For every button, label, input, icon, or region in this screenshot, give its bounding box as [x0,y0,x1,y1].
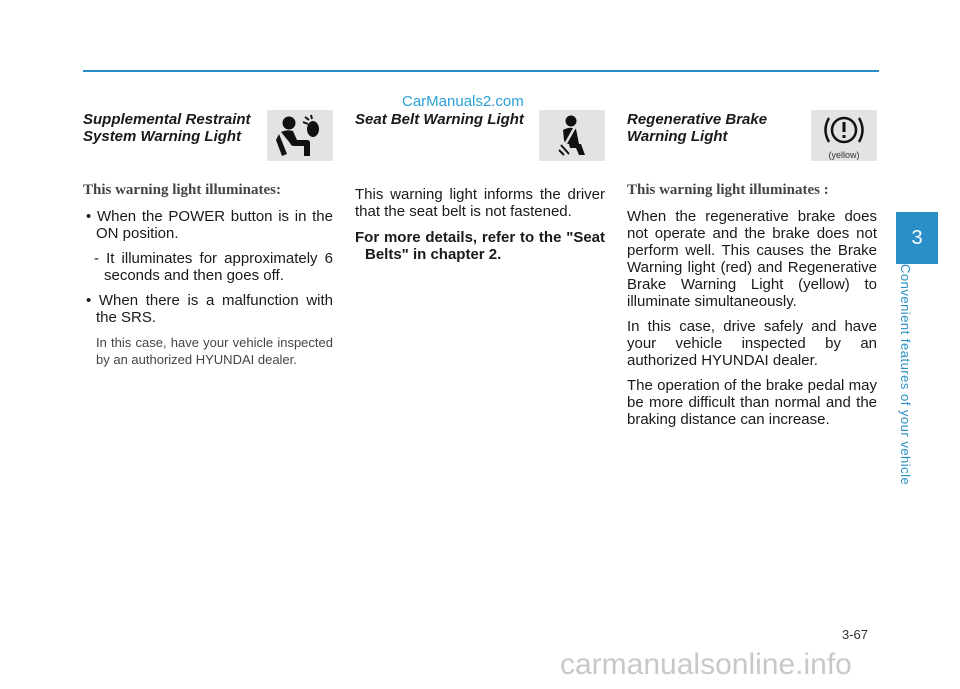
brake-warning-icon [811,110,877,161]
srs-note: In this case, have your vehicle inspected by an authorized HYUNDAI dealer. [96,335,333,367]
seatbelt-title: Seat Belt Warning Light [355,111,524,128]
seatbelt-section [355,110,605,271]
footer-watermark: carmanualsonline.info [560,648,852,681]
seatbelt-warning-icon [539,110,605,161]
chapter-title-vertical [898,264,923,494]
airbag-warning-icon [267,110,333,161]
srs-bullet-malfunction: • When there is a malfunction with the SRS. [86,292,333,326]
regen-subheading: This warning light illuminates : [627,182,829,198]
chapter-number-tab: 3 [896,212,938,264]
regen-header [627,110,877,168]
regen-para1: When the regenerative brake does not operate and the brake does not perform well. This causes the Brake Warning light (red) and Regenerative Brake Warning Light (yellow) to illuminate simultaneously. [627,208,877,310]
srs-section [83,110,333,368]
regen-title-line2: Warning Light [627,128,728,145]
chapter-title-text: Convenient features of your vehicle [898,264,913,486]
brake-icon-caption: (yellow) [828,150,860,160]
srs-bullet-malfunction-text: When there is a malfunction with the SRS. [96,292,333,326]
srs-header [83,110,333,168]
srs-subheading: This warning light illuminates: [83,182,281,198]
srs-bullet-power: • When the POWER button is in the ON position. [86,208,333,242]
srs-title-line1: Supplemental Restraint [83,111,251,128]
srs-title-line2: System Warning Light [83,128,242,145]
srs-bullet-power-text: When the POWER button is in the ON position. [96,208,333,242]
regen-title-line1: Regenerative Brake [627,111,768,128]
seatbelt-header [355,110,605,168]
seatbelt-para2: For more details, refer to the "Seat Belts" in chapter 2. [355,229,605,263]
srs-sub-item: - It illuminates for approximately 6 seconds and then goes off. [94,250,333,284]
top-rule [83,70,879,72]
srs-list [83,208,333,242]
regen-section [627,110,877,436]
watermark: CarManuals2.com [402,93,524,110]
page-number: 3-67 [842,627,869,642]
seatbelt-para1: This warning light informs the driver that the seat belt is not fastened. [355,186,605,220]
srs-list-2 [83,292,333,326]
regen-para3: The operation of the brake pedal may be more difficult than normal and the braking distance can increase. [627,377,877,428]
regen-para2: In this case, drive safely and have your vehicle inspected by an authorized HYUNDAI dealer. [627,318,877,369]
